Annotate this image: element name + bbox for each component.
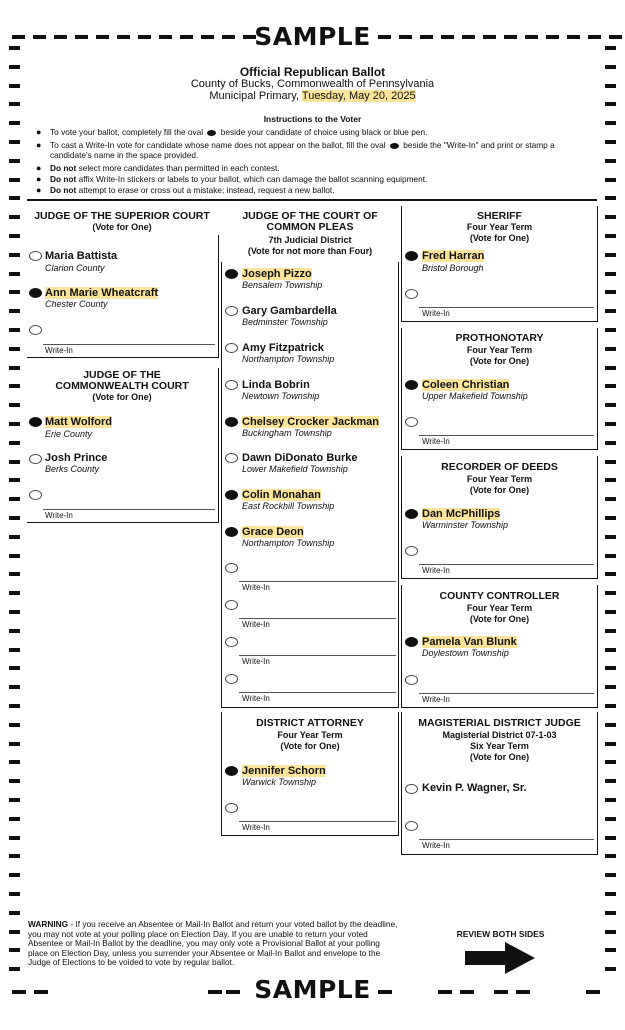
write-in-line[interactable] bbox=[239, 821, 396, 822]
district-attorney-term: Four Year Term bbox=[277, 730, 343, 740]
recorder-title: RECORDER OF DEEDS bbox=[441, 461, 558, 473]
write-in-line[interactable] bbox=[43, 344, 215, 345]
timing-mark bbox=[605, 948, 616, 952]
timing-mark bbox=[605, 328, 616, 332]
timing-mark bbox=[605, 666, 616, 670]
oval-write-in[interactable] bbox=[225, 674, 238, 684]
prothonotary-bottom-border bbox=[401, 449, 598, 450]
commonwealth-court-title-1: JUDGE OF THE bbox=[83, 369, 161, 381]
ballot-election bbox=[0, 90, 625, 102]
candidate-town: Clarion County bbox=[45, 263, 105, 273]
filled-oval-icon bbox=[390, 143, 399, 149]
timing-mark bbox=[605, 366, 616, 370]
timing-mark bbox=[605, 196, 616, 200]
commonwealth-court-title-2: COMMONWEALTH COURT bbox=[55, 380, 189, 392]
timing-mark bbox=[605, 309, 616, 313]
candidate-town: Northampton Township bbox=[242, 538, 335, 548]
instruction-5-bold: Do not bbox=[50, 185, 77, 195]
timing-mark bbox=[9, 892, 20, 896]
timing-mark bbox=[9, 685, 20, 689]
oval-write-in[interactable] bbox=[405, 546, 418, 556]
superior-bottom-border bbox=[27, 357, 219, 358]
oval-matt-wolford[interactable] bbox=[29, 417, 42, 427]
superior-court-vote-for: (Vote for One) bbox=[92, 222, 152, 232]
candidate-oval[interactable] bbox=[225, 306, 238, 316]
candidate-town: Newtown Township bbox=[242, 391, 320, 401]
timing-mark bbox=[9, 591, 20, 595]
write-in-label: Write-In bbox=[422, 309, 450, 318]
oval-fred-harran[interactable] bbox=[405, 251, 418, 261]
write-in-line[interactable] bbox=[239, 655, 396, 656]
oval-coleen-christian[interactable] bbox=[405, 380, 418, 390]
ballot-title: Official Republican Ballot bbox=[239, 65, 386, 79]
recorder-bottom-border bbox=[401, 578, 598, 579]
sheriff-bottom-border bbox=[401, 321, 598, 322]
timing-mark bbox=[9, 629, 20, 633]
timing-mark bbox=[605, 760, 616, 764]
timing-mark bbox=[9, 290, 20, 294]
district-attorney-vote-for: (Vote for One) bbox=[280, 741, 340, 751]
common-pleas-district: 7th Judicial District bbox=[268, 235, 352, 245]
write-in-label: Write-In bbox=[45, 346, 73, 355]
prothonotary-right-border bbox=[597, 328, 598, 449]
recorder-right-border bbox=[597, 456, 598, 578]
candidate-name: Gary Gambardella bbox=[242, 305, 337, 317]
magisterial-term: Six Year Term bbox=[470, 741, 529, 751]
write-in-line[interactable] bbox=[239, 618, 396, 619]
magisterial-title: MAGISTERIAL DISTRICT JUDGE bbox=[418, 717, 581, 729]
candidate-name: Maria Battista bbox=[45, 250, 118, 262]
timing-mark bbox=[9, 723, 20, 727]
instruction-3-text: select more candidates than permitted in each contest. bbox=[78, 163, 280, 173]
write-in-line[interactable] bbox=[419, 564, 594, 565]
timing-mark bbox=[9, 422, 20, 426]
timing-mark bbox=[9, 779, 20, 783]
timing-mark bbox=[9, 328, 20, 332]
candidate-town: Berks County bbox=[45, 464, 100, 474]
timing-mark bbox=[605, 516, 616, 520]
instruction-5-text: attempt to erase or cross out a mistake; instead, request a new ballot. bbox=[78, 185, 335, 195]
timing-mark bbox=[605, 591, 616, 595]
da-bottom-border bbox=[221, 835, 399, 836]
oval-write-in[interactable] bbox=[29, 490, 42, 500]
oval-write-in[interactable] bbox=[225, 600, 238, 610]
write-in-label: Write-In bbox=[422, 566, 450, 575]
timing-mark bbox=[9, 854, 20, 858]
timing-mark bbox=[605, 422, 616, 426]
candidate-name: Chelsey Crocker Jackman bbox=[242, 416, 379, 428]
magisterial-district: Magisterial District 07-1-03 bbox=[442, 730, 557, 740]
recorder-vote-for: (Vote for One) bbox=[469, 485, 530, 495]
write-in-label: Write-In bbox=[422, 695, 450, 704]
timing-mark bbox=[9, 836, 20, 840]
timing-mark bbox=[9, 253, 20, 257]
common-pleas-right-border bbox=[398, 262, 399, 707]
candidate-name: Jennifer Schorn bbox=[242, 765, 326, 777]
candidate-name: Joseph Pizzo bbox=[242, 268, 312, 280]
write-in-line[interactable] bbox=[419, 693, 594, 694]
oval-pamela-van-blunk[interactable] bbox=[405, 637, 418, 647]
timing-mark bbox=[9, 272, 20, 276]
instruction-3: ● Do not select more candidates than permitted in each contest. bbox=[36, 163, 280, 173]
timing-mark bbox=[605, 384, 616, 388]
sample-watermark-bottom: SAMPLE bbox=[254, 975, 371, 1004]
candidate-town: Warminster Township bbox=[422, 520, 509, 530]
prothonotary-term: Four Year Term bbox=[466, 345, 533, 355]
candidate-name: Fred Harran bbox=[422, 250, 485, 262]
timing-mark bbox=[605, 347, 616, 351]
candidate-name: Coleen Christian bbox=[422, 379, 510, 391]
write-in-line[interactable] bbox=[239, 692, 396, 693]
candidate-town: Bedminster Township bbox=[242, 317, 328, 327]
candidate-town: Erie County bbox=[45, 429, 93, 439]
controller-title: COUNTY CONTROLLER bbox=[439, 590, 560, 602]
instruction-1-b: beside your candidate of choice using black or blue pen. bbox=[220, 127, 428, 137]
commonwealth-right-border bbox=[218, 368, 219, 522]
warning-label: WARNING bbox=[28, 919, 69, 929]
candidate-name: Amy Fitzpatrick bbox=[242, 342, 324, 354]
timing-mark bbox=[9, 572, 20, 576]
controller-bottom-border bbox=[401, 707, 598, 708]
oval-kevin-wagner[interactable] bbox=[405, 784, 418, 794]
candidate-town: Bristol Borough bbox=[422, 263, 484, 273]
write-in-label: Write-In bbox=[45, 511, 73, 520]
candidate-oval[interactable] bbox=[225, 380, 238, 390]
timing-mark bbox=[605, 629, 616, 633]
timing-mark bbox=[605, 798, 616, 802]
timing-mark bbox=[9, 384, 20, 388]
instruction-3-bold: Do not bbox=[50, 163, 77, 173]
da-right-border bbox=[398, 712, 399, 835]
candidate-name: Pamela Van Blunk bbox=[422, 636, 517, 648]
timing-mark bbox=[9, 742, 20, 746]
oval-jennifer-schorn[interactable] bbox=[225, 766, 238, 776]
timing-mark bbox=[605, 723, 616, 727]
timing-mark bbox=[605, 272, 616, 276]
write-in-line[interactable] bbox=[419, 307, 594, 308]
write-in-line[interactable] bbox=[419, 839, 594, 840]
candidate-town: Northampton Township bbox=[242, 354, 335, 364]
commonwealth-court-vote-for: (Vote for One) bbox=[92, 392, 152, 402]
instruction-5: ● Do not attempt to erase or cross out a mistake; instead, request a new ballot. bbox=[36, 185, 335, 195]
write-in-line[interactable] bbox=[43, 509, 215, 510]
magisterial-bottom-border bbox=[401, 854, 598, 855]
candidate-name: Dan McPhillips bbox=[422, 508, 501, 520]
controller-vote-for: (Vote for One) bbox=[469, 614, 530, 624]
arrow-right-icon bbox=[465, 941, 537, 975]
write-in-label: Write-In bbox=[242, 620, 270, 629]
timing-mark bbox=[9, 704, 20, 708]
candidate-town: Upper Makefield Township bbox=[422, 391, 528, 401]
candidate-name: Linda Bobrin bbox=[242, 379, 310, 391]
recorder-term: Four Year Term bbox=[466, 474, 533, 484]
timing-mark bbox=[9, 441, 20, 445]
timing-mark bbox=[9, 873, 20, 877]
write-in-label: Write-In bbox=[422, 437, 450, 446]
oval-josh-prince[interactable] bbox=[29, 454, 42, 464]
timing-mark bbox=[605, 967, 616, 971]
write-in-label: Write-In bbox=[242, 657, 270, 666]
prothonotary-title: PROTHONOTARY bbox=[455, 332, 544, 344]
timing-mark bbox=[605, 478, 616, 482]
write-in-label: Write-In bbox=[242, 583, 270, 592]
review-both-sides: REVIEW BOTH SIDES bbox=[456, 929, 545, 939]
timing-mark bbox=[605, 535, 616, 539]
timing-mark bbox=[9, 610, 20, 614]
timing-mark bbox=[9, 930, 20, 934]
timing-mark bbox=[605, 610, 616, 614]
instructions-title: Instructions to the Voter bbox=[263, 114, 362, 124]
magisterial-vote-for: (Vote for One) bbox=[469, 752, 530, 762]
common-pleas-bottom-border bbox=[221, 707, 399, 708]
oval-ann-marie-wheatcraft[interactable] bbox=[29, 288, 42, 298]
timing-mark bbox=[605, 290, 616, 294]
instruction-2-a: To cast a Write-In vote for candidate whose name does not appear on the ballot, fill the oval bbox=[50, 140, 386, 150]
timing-mark bbox=[9, 760, 20, 764]
district-attorney-title: DISTRICT ATTORNEY bbox=[256, 717, 364, 729]
timing-mark bbox=[605, 140, 616, 144]
timing-mark bbox=[605, 102, 616, 106]
instruction-4: ● Do not affix Write-In stickers or labels to your ballot, which can damage the ballot scanning equipment. bbox=[36, 174, 428, 184]
write-in-label: Write-In bbox=[242, 823, 270, 832]
instruction-1-a: To vote your ballot, completely fill the oval bbox=[50, 127, 204, 137]
write-in-line[interactable] bbox=[239, 581, 396, 582]
timing-mark bbox=[605, 178, 616, 182]
timing-mark bbox=[9, 347, 20, 351]
timing-mark bbox=[9, 178, 20, 182]
timing-mark bbox=[9, 948, 20, 952]
timing-mark bbox=[605, 554, 616, 558]
timing-mark bbox=[9, 140, 20, 144]
timing-mark bbox=[605, 572, 616, 576]
candidate-name: Colin Monahan bbox=[242, 489, 321, 501]
timing-mark bbox=[605, 685, 616, 689]
timing-mark bbox=[9, 911, 20, 915]
candidate-town: East Rockhill Township bbox=[242, 501, 335, 511]
timing-mark bbox=[605, 704, 616, 708]
filled-oval-icon bbox=[207, 130, 216, 136]
timing-mark bbox=[605, 779, 616, 783]
timing-mark bbox=[605, 215, 616, 219]
timing-mark bbox=[9, 666, 20, 670]
timing-mark bbox=[605, 497, 616, 501]
write-in-label: Write-In bbox=[422, 841, 450, 850]
oval-write-in[interactable] bbox=[405, 417, 418, 427]
common-pleas-vote-for: (Vote for not more than Four) bbox=[247, 246, 373, 256]
candidate-town: Warwick Township bbox=[242, 777, 317, 787]
candidate-name: Dawn DiDonato Burke bbox=[242, 452, 358, 464]
candidate-name: Ann Marie Wheatcraft bbox=[45, 287, 159, 299]
candidate-town: Doylestown Township bbox=[422, 648, 509, 658]
timing-mark bbox=[9, 497, 20, 501]
common-pleas-title-2: COMMON PLEAS bbox=[266, 221, 354, 233]
timing-mark bbox=[605, 648, 616, 652]
instruction-2: ● To cast a Write-In vote for candidate whose name does not appear on the ballot, fill the oval beside the "Write-In" and print or stamp a candidate's name in the space provided. bbox=[36, 140, 555, 160]
timing-mark bbox=[9, 554, 20, 558]
oval-write-in[interactable] bbox=[225, 563, 238, 573]
warning-text: - If you receive an Absentee or Mail-In Ballot and return your voted ballot by the deadline, you may not vote at your polling place on Election Day. If you are unable to return your voted Absentee or Mail-In Ballot by the deadline, you may only vote a Provisional Ballot at your polling place on Election Day, unless you surrender your Absentee or Mail-In Ballot and envelope to the Judge of Elections to be voided to vote by regular ballot. bbox=[28, 919, 398, 967]
common-pleas-left-border bbox=[221, 262, 222, 707]
timing-mark bbox=[9, 648, 20, 652]
candidate-name: Josh Prince bbox=[45, 452, 108, 464]
election-date: Tuesday, May 20, 2025 bbox=[301, 90, 416, 102]
ballot-county: County of Bucks, Commonwealth of Pennsylvania bbox=[190, 78, 435, 90]
timing-mark bbox=[605, 930, 616, 934]
timing-mark bbox=[9, 478, 20, 482]
timing-mark bbox=[605, 253, 616, 257]
instructions-divider bbox=[27, 199, 597, 201]
timing-mark bbox=[605, 441, 616, 445]
timing-mark bbox=[605, 403, 616, 407]
oval-write-in[interactable] bbox=[405, 289, 418, 299]
timing-mark bbox=[605, 817, 616, 821]
candidate-oval[interactable] bbox=[225, 269, 238, 279]
timing-mark bbox=[9, 535, 20, 539]
sheriff-right-border bbox=[597, 206, 598, 321]
timing-mark bbox=[9, 196, 20, 200]
timing-mark bbox=[9, 798, 20, 802]
timing-mark bbox=[605, 892, 616, 896]
superior-right-border bbox=[218, 235, 219, 357]
oval-write-in[interactable] bbox=[225, 803, 238, 813]
instruction-4-bold: Do not bbox=[50, 174, 77, 184]
candidate-name: Matt Wolford bbox=[45, 416, 113, 428]
superior-court-title: JUDGE OF THE SUPERIOR COURT bbox=[34, 210, 210, 222]
candidate-town: Chester County bbox=[45, 299, 108, 309]
warning-notice bbox=[28, 920, 398, 968]
sample-watermark-top: SAMPLE bbox=[254, 22, 371, 51]
timing-mark bbox=[605, 159, 616, 163]
instruction-2-b: beside the "Write-In" and print or stamp a candidate's name in the space provided. bbox=[50, 140, 555, 160]
commonwealth-bottom-border bbox=[27, 522, 219, 523]
oval-write-in[interactable] bbox=[405, 821, 418, 831]
write-in-label: Write-In bbox=[242, 694, 270, 703]
oval-write-in[interactable] bbox=[225, 637, 238, 647]
timing-mark bbox=[9, 516, 20, 520]
oval-write-in[interactable] bbox=[405, 675, 418, 685]
prothonotary-vote-for: (Vote for One) bbox=[469, 356, 530, 366]
timing-mark bbox=[605, 460, 616, 464]
timing-mark bbox=[9, 366, 20, 370]
sheriff-vote-for: (Vote for One) bbox=[469, 233, 530, 243]
timing-mark bbox=[605, 854, 616, 858]
timing-mark bbox=[9, 817, 20, 821]
candidate-town: Buckingham Township bbox=[242, 428, 332, 438]
timing-mark bbox=[605, 742, 616, 746]
candidate-name: Grace Deon bbox=[242, 526, 304, 538]
sheriff-term: Four Year Term bbox=[466, 222, 533, 232]
candidate-name: Kevin P. Wagner, Sr. bbox=[422, 782, 527, 794]
timing-mark bbox=[9, 234, 20, 238]
candidate-oval[interactable] bbox=[225, 417, 238, 427]
magisterial-right-border bbox=[597, 712, 598, 854]
candidate-town: Lower Makefield Township bbox=[242, 464, 348, 474]
candidate-town: Bensalem Township bbox=[242, 280, 323, 290]
timing-mark bbox=[605, 234, 616, 238]
timing-mark bbox=[9, 309, 20, 313]
candidate-oval[interactable] bbox=[225, 490, 238, 500]
election-name: Municipal Primary, bbox=[209, 90, 300, 102]
instruction-4-text: affix Write-In stickers or labels to your ballot, which can damage the ballot scanning equipment. bbox=[78, 174, 428, 184]
write-in-line[interactable] bbox=[419, 435, 594, 436]
controller-right-border bbox=[597, 585, 598, 707]
timing-mark bbox=[9, 460, 20, 464]
timing-mark bbox=[9, 215, 20, 219]
oval-maria-battista[interactable] bbox=[29, 251, 42, 261]
candidate-oval[interactable] bbox=[225, 343, 238, 353]
instruction-1: ● To vote your ballot, completely fill the oval beside your candidate of choice using black or blue pen. bbox=[36, 127, 428, 137]
common-pleas-title-1: JUDGE OF THE COURT OF bbox=[242, 210, 378, 222]
timing-mark bbox=[605, 911, 616, 915]
timing-mark bbox=[9, 403, 20, 407]
timing-mark bbox=[605, 873, 616, 877]
candidate-oval[interactable] bbox=[225, 453, 238, 463]
timing-mark bbox=[9, 967, 20, 971]
controller-term: Four Year Term bbox=[466, 603, 533, 613]
oval-write-in[interactable] bbox=[29, 325, 42, 335]
timing-mark bbox=[605, 836, 616, 840]
timing-mark bbox=[9, 102, 20, 106]
sheriff-title: SHERIFF bbox=[477, 210, 522, 222]
oval-dan-mcphillips[interactable] bbox=[405, 509, 418, 519]
candidate-oval[interactable] bbox=[225, 527, 238, 537]
timing-mark bbox=[9, 159, 20, 163]
